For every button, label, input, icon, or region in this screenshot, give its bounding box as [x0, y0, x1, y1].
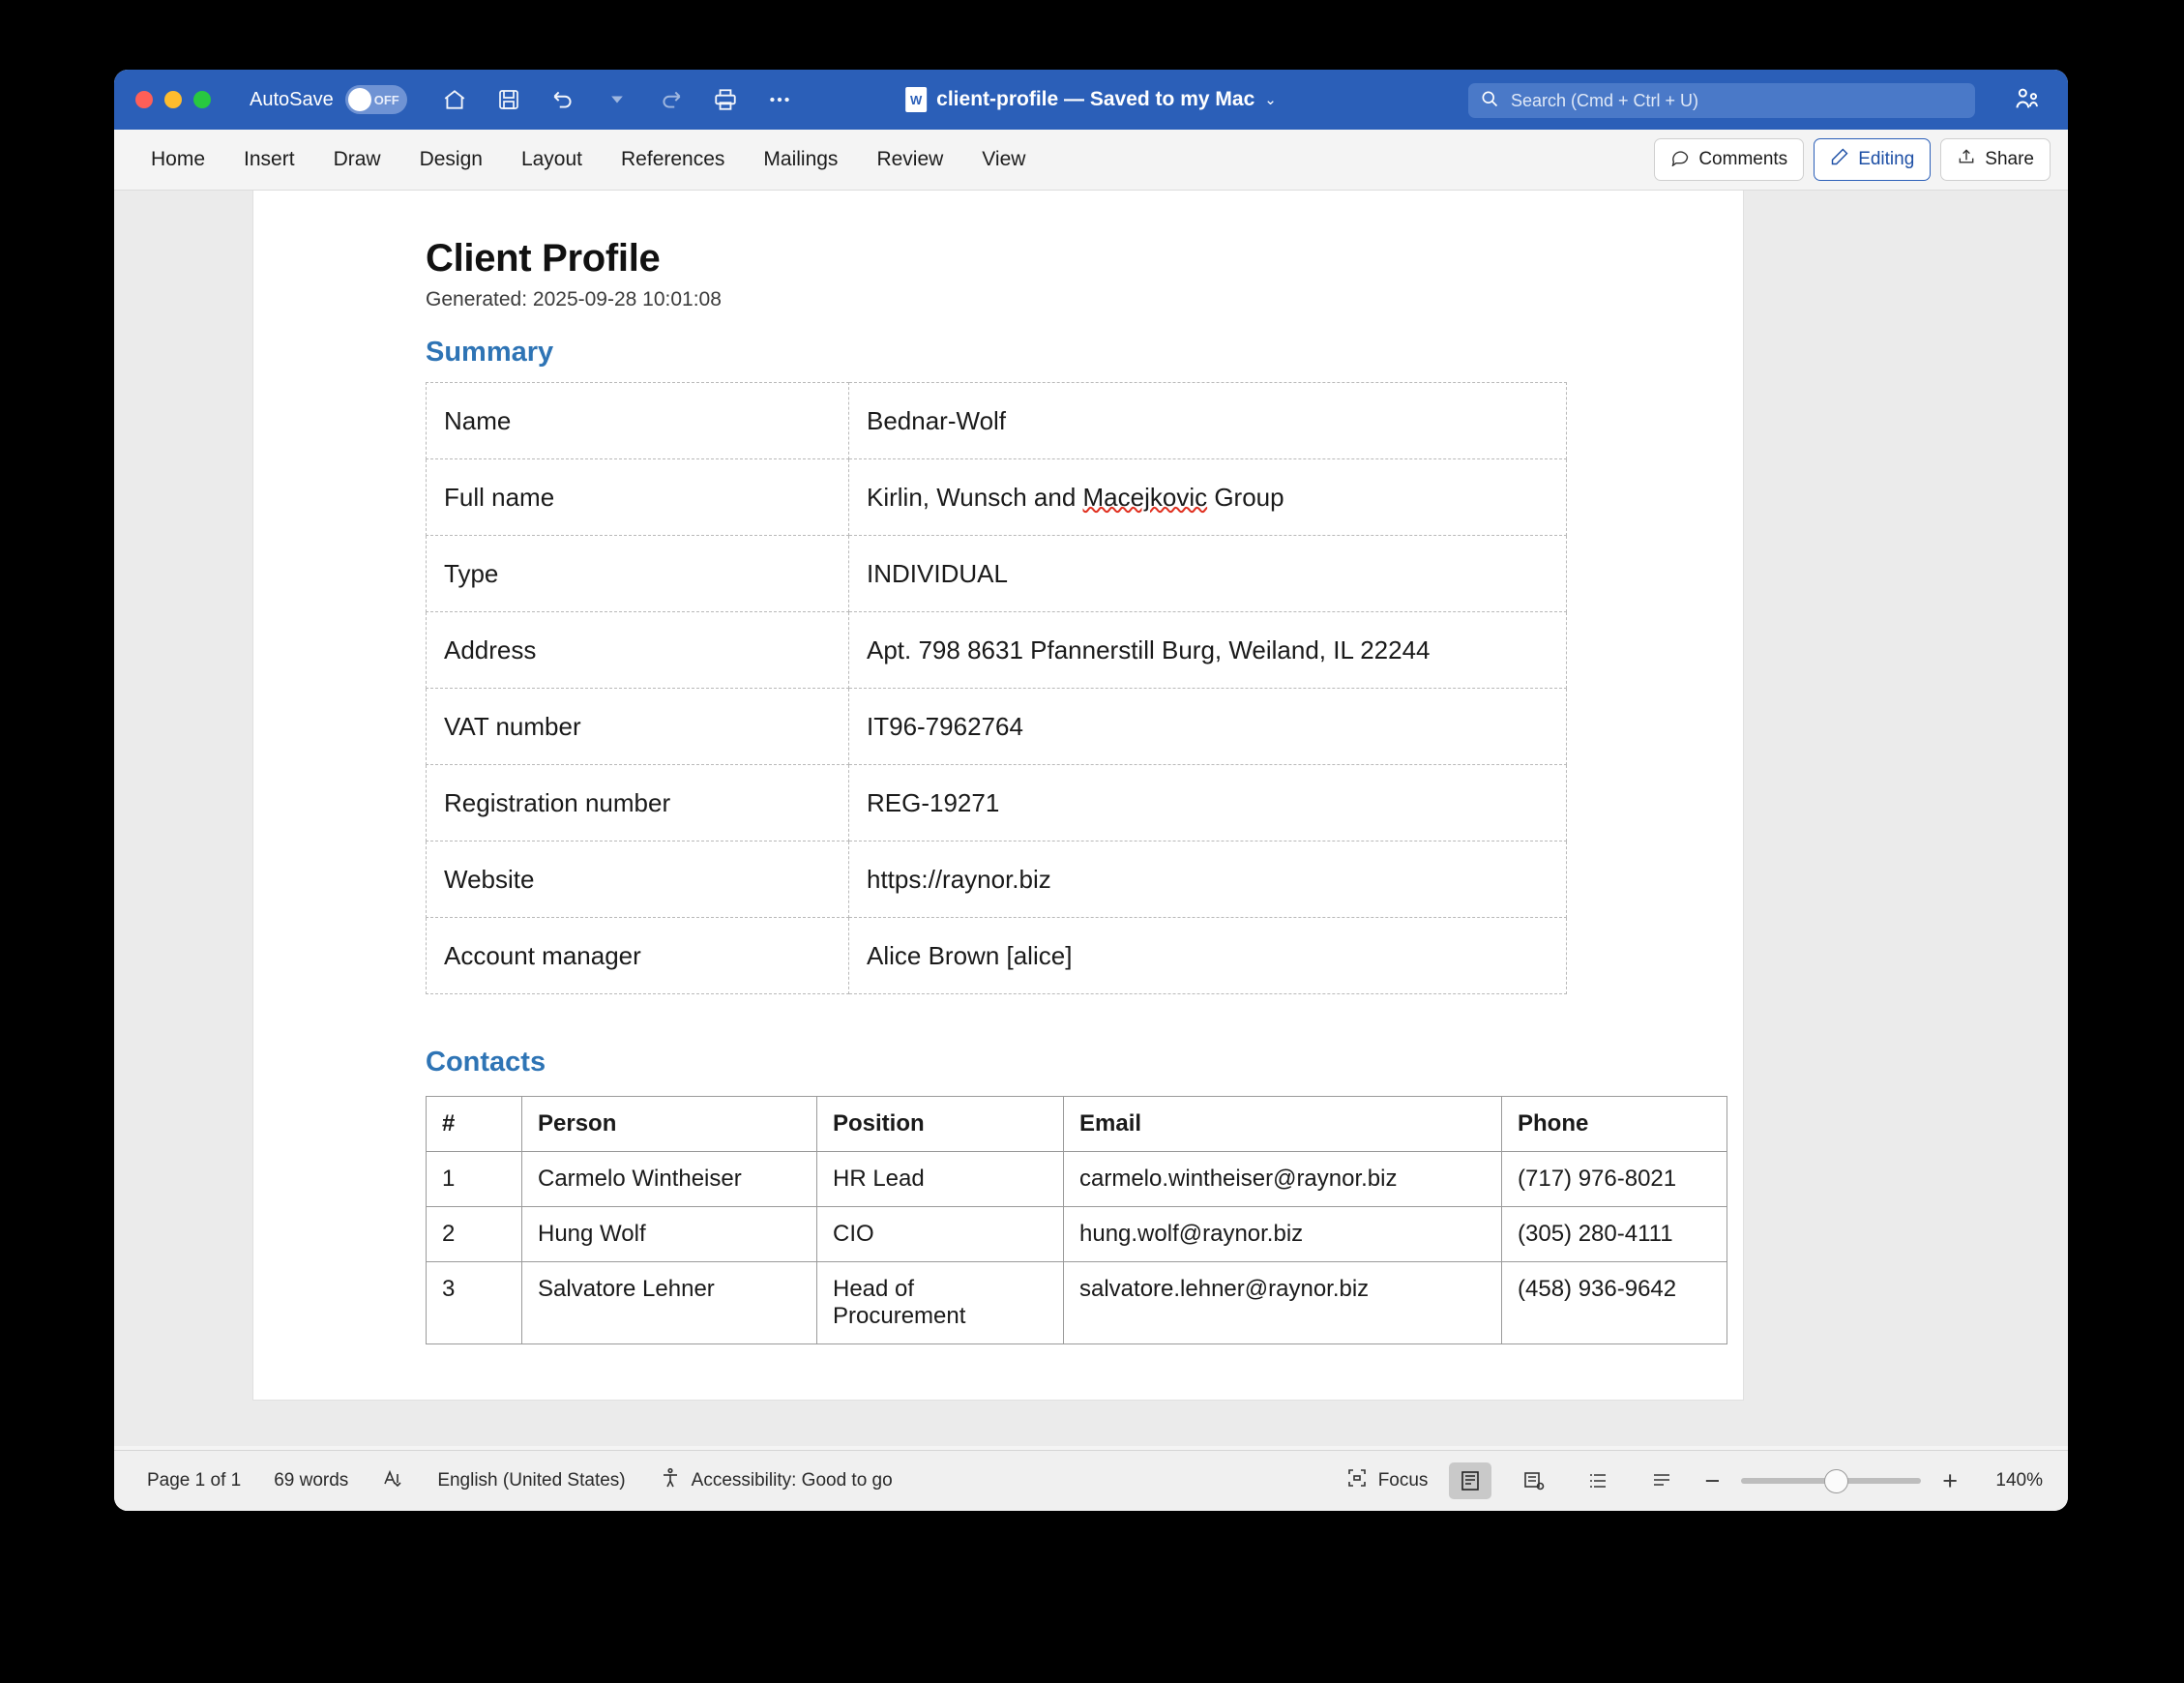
zoom-in-button[interactable]: +	[1942, 1465, 1958, 1495]
word-count-label: 69 words	[274, 1470, 349, 1491]
draft-view-button[interactable]	[1640, 1462, 1683, 1499]
tab-mailings[interactable]: Mailings	[763, 148, 839, 170]
title-bar	[114, 70, 2068, 130]
summary-key-account-manager: Account manager	[427, 918, 849, 994]
proofing-icon	[381, 1466, 404, 1495]
accessibility-status[interactable]	[659, 1466, 893, 1495]
table-row[interactable]	[427, 536, 1567, 612]
tab-design[interactable]: Design	[419, 148, 483, 170]
summary-key-registration-number: Registration number	[427, 765, 849, 842]
contacts-cell-person: Hung Wolf	[522, 1207, 817, 1262]
zoom-slider[interactable]	[1741, 1478, 1921, 1484]
autosave-group[interactable]	[250, 85, 407, 114]
ribbon-tab-bar	[114, 130, 2068, 191]
language-label: English (United States)	[437, 1470, 626, 1491]
contacts-cell-position: Head of Procurement	[817, 1262, 1064, 1344]
zoom-level[interactable]: 140%	[1995, 1470, 2043, 1491]
share-label: Share	[1985, 149, 2034, 169]
status-bar	[114, 1450, 2068, 1511]
proofing-status[interactable]	[381, 1466, 404, 1495]
comments-label: Comments	[1698, 149, 1788, 169]
language-status[interactable]	[437, 1470, 625, 1491]
summary-key-type: Type	[427, 536, 849, 612]
tab-insert[interactable]: Insert	[244, 148, 295, 170]
contacts-header-person: Person	[522, 1097, 817, 1152]
contacts-cell-person: Carmelo Wintheiser	[522, 1152, 817, 1207]
comments-button[interactable]	[1654, 138, 1804, 181]
tab-home[interactable]: Home	[151, 148, 206, 170]
document-title-group[interactable]	[905, 87, 1277, 112]
redo-icon[interactable]	[657, 85, 686, 114]
summary-value-registration-number: REG-19271	[849, 765, 1567, 842]
contacts-header-num: #	[427, 1097, 522, 1152]
contacts-table[interactable]	[426, 1096, 1727, 1344]
autosave-toggle[interactable]	[345, 85, 407, 114]
contacts-cell-email: salvatore.lehner@raynor.biz	[1064, 1262, 1502, 1344]
collaboration-icon[interactable]	[2014, 85, 2041, 117]
title-chevron-down-icon[interactable]: ⌄	[1264, 92, 1277, 108]
table-row[interactable]	[427, 765, 1567, 842]
summary-value-name: Bednar-Wolf	[849, 383, 1567, 459]
summary-value-website[interactable]: https://raynor.biz	[849, 842, 1567, 918]
close-window-button[interactable]	[135, 91, 153, 108]
search-box[interactable]	[1468, 83, 1975, 118]
table-row[interactable]	[427, 842, 1567, 918]
undo-icon[interactable]	[548, 85, 577, 114]
summary-value-type: INDIVIDUAL	[849, 536, 1567, 612]
share-icon	[1957, 147, 1976, 172]
titlebar-quick-tools[interactable]	[440, 85, 794, 114]
summary-key-vat-number: VAT number	[427, 689, 849, 765]
more-options-icon[interactable]	[765, 85, 794, 114]
status-bar-right	[1345, 1462, 2043, 1499]
contacts-cell-person: Salvatore Lehner	[522, 1262, 817, 1344]
search-icon	[1480, 89, 1499, 113]
editing-button[interactable]	[1814, 138, 1931, 181]
share-button[interactable]	[1940, 138, 2051, 181]
page-count-label: Page 1 of 1	[147, 1470, 242, 1491]
autosave-toggle-state: OFF	[373, 92, 399, 107]
summary-value-vat-number: IT96-7962764	[849, 689, 1567, 765]
tab-references[interactable]: References	[621, 148, 725, 170]
table-header-row	[427, 1097, 1727, 1152]
contacts-heading: Contacts	[426, 1047, 546, 1078]
autosave-label: AutoSave	[250, 88, 334, 110]
contacts-cell-position: HR Lead	[817, 1152, 1064, 1207]
summary-key-website: Website	[427, 842, 849, 918]
contacts-cell-phone: (717) 976-8021	[1502, 1152, 1727, 1207]
accessibility-icon	[659, 1466, 682, 1495]
zoom-out-button[interactable]: −	[1704, 1465, 1721, 1495]
summary-value-account-manager: Alice Brown [alice]	[849, 918, 1567, 994]
contacts-cell-phone: (458) 936-9642	[1502, 1262, 1727, 1344]
table-row[interactable]	[427, 1207, 1727, 1262]
page-count[interactable]	[147, 1470, 241, 1491]
contacts-cell-phone: (305) 280-4111	[1502, 1207, 1727, 1262]
autosave-toggle-knob	[348, 88, 371, 111]
save-icon[interactable]	[494, 85, 523, 114]
contacts-cell-email: hung.wolf@raynor.biz	[1064, 1207, 1502, 1262]
web-layout-view-button[interactable]	[1513, 1462, 1555, 1499]
focus-label: Focus	[1377, 1470, 1429, 1491]
outline-view-button[interactable]	[1577, 1462, 1619, 1499]
table-row[interactable]	[427, 383, 1567, 459]
table-row[interactable]	[427, 918, 1567, 994]
tab-draw[interactable]: Draw	[333, 148, 381, 170]
summary-key-name: Name	[427, 383, 849, 459]
comment-icon	[1670, 147, 1690, 172]
document-page[interactable]	[253, 191, 1743, 1400]
summary-key-address: Address	[427, 612, 849, 689]
accessibility-label: Accessibility: Good to go	[691, 1470, 893, 1491]
contacts-cell-position: CIO	[817, 1207, 1064, 1262]
table-row[interactable]	[427, 689, 1567, 765]
editing-label: Editing	[1858, 149, 1915, 169]
contacts-header-email: Email	[1064, 1097, 1502, 1152]
zoom-slider-knob[interactable]	[1824, 1469, 1848, 1493]
summary-heading: Summary	[426, 337, 554, 368]
print-icon[interactable]	[711, 85, 740, 114]
ribbon-tabs	[132, 140, 1045, 179]
window-controls[interactable]	[135, 91, 211, 108]
tab-view[interactable]: View	[982, 148, 1026, 170]
maximize-window-button[interactable]	[193, 91, 211, 108]
generated-timestamp: Generated: 2025-09-28 10:01:08	[426, 288, 722, 310]
focus-button[interactable]	[1345, 1466, 1429, 1495]
contacts-cell-num: 3	[427, 1262, 522, 1344]
summary-table[interactable]	[426, 382, 1567, 994]
document-title: client-profile — Saved to my Mac	[936, 88, 1255, 110]
table-row[interactable]	[427, 612, 1567, 689]
ribbon-right-actions	[1654, 138, 2051, 181]
table-row[interactable]	[427, 1152, 1727, 1207]
print-layout-view-button[interactable]	[1449, 1462, 1491, 1499]
contacts-cell-num: 1	[427, 1152, 522, 1207]
contacts-cell-num: 2	[427, 1207, 522, 1262]
document-canvas[interactable]	[114, 191, 2068, 1446]
table-row[interactable]	[427, 459, 1567, 536]
word-window	[114, 70, 2068, 1511]
undo-dropdown-icon[interactable]	[603, 85, 632, 114]
summary-key-full-name: Full name	[427, 459, 849, 536]
word-count[interactable]	[274, 1470, 348, 1491]
tab-review[interactable]: Review	[876, 148, 944, 170]
minimize-window-button[interactable]	[164, 91, 182, 108]
word-app-icon: W	[905, 87, 927, 112]
contacts-header-phone: Phone	[1502, 1097, 1727, 1152]
summary-value-full-name: Kirlin, Wunsch and Macejkovic Group	[849, 459, 1567, 536]
search-input[interactable]	[1509, 90, 1963, 112]
table-row[interactable]	[427, 1262, 1727, 1344]
summary-value-address: Apt. 798 8631 Pfannerstill Burg, Weiland, IL 22244	[849, 612, 1567, 689]
misspelled-word: Macejkovic	[1082, 482, 1208, 512]
home-icon[interactable]	[440, 85, 469, 114]
contacts-header-position: Position	[817, 1097, 1064, 1152]
page-title: Client Profile	[426, 237, 661, 280]
tab-layout[interactable]: Layout	[520, 148, 583, 170]
contacts-cell-email: carmelo.wintheiser@raynor.biz	[1064, 1152, 1502, 1207]
focus-icon	[1345, 1466, 1369, 1495]
pencil-icon	[1830, 147, 1849, 172]
